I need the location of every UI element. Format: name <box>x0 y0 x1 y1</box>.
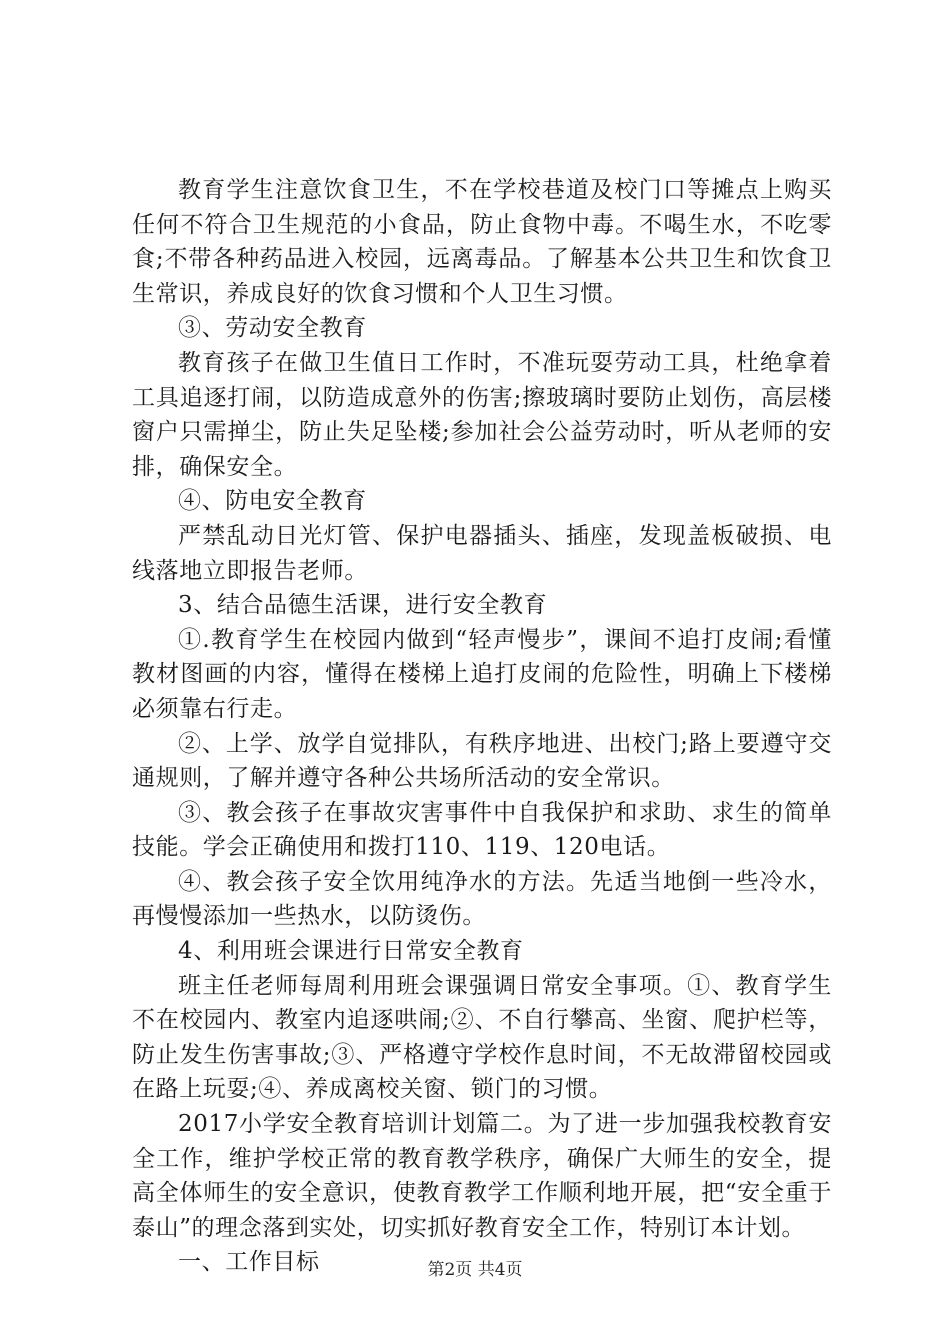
paragraph-class-meeting: 班主任老师每周利用班会课强调日常安全事项。①、教育学生不在校园内、教室内追逐哄闹;②、不自行攀高、坐窗、爬护栏等，防止发生伤害事故;③、严格遵守学校作息时间，不无故滞留校园或在路上玩耍;④、养成离校关窗、锁门的习惯。 <box>132 972 832 1103</box>
heading-moral-class: 3、结合品德生活课，进行安全教育 <box>178 592 548 619</box>
heading-electric-safety: ④、防电安全教育 <box>178 488 367 515</box>
document-body <box>132 173 832 1280</box>
paragraph-drinking-water: ④、教会孩子安全饮用纯净水的方法。先适当地倒一些冷水，再慢慢添加一些热水，以防烫伤。 <box>132 868 832 930</box>
paragraph-food-hygiene: 教育学生注意饮食卫生，不在学校巷道及校门口等摊点上购买任何不符合卫生规范的小食品，防止食物中毒。不喝生水，不吃零食;不带各种药品进入校园，远离毒品。了解基本公共卫生和饮食卫生常识，养成良好的饮食习惯和个人卫生习惯。 <box>132 177 832 307</box>
heading-work-goals: 一、工作目标 <box>178 1249 320 1276</box>
heading-class-meeting: 4、利用班会课进行日常安全教育 <box>178 938 524 965</box>
paragraph-queue: ②、上学、放学自觉排队，有秩序地进、出校门;路上要遵守交通规则，了解并遵守各种公共场所活动的安全常识。 <box>132 730 832 792</box>
paragraph-self-protection: ③、教会孩子在事故灾害事件中自我保护和求助、求生的简单技能。学会正确使用和拨打110、119、120电话。 <box>132 799 832 861</box>
heading-labor-safety: ③、劳动安全教育 <box>178 315 367 342</box>
paragraph-plan-two: 2017小学安全教育培训计划篇二。为了进一步加强我校教育安全工作，维护学校正常的教育教学秩序，确保广大师生的安全，提高全体师生的安全意识，使教育教学工作顺利地开展，把“安全重于泰山”的理念落到实处，切实抓好教育安全工作，特别订本计划。 <box>132 1111 832 1241</box>
paragraph-electric-safety: 严禁乱动日光灯管、保护电器插头、插座，发现盖板破损、电线落地立即报告老师。 <box>132 522 832 584</box>
paragraph-labor-safety: 教育孩子在做卫生值日工作时，不准玩耍劳动工具，杜绝拿着工具追逐打闹，以防造成意外的伤害;擦玻璃时要防止划伤，高层楼窗户只需掸尘，防止失足坠楼;参加社会公益劳动时，听从老师的安排，确保安全。 <box>132 349 832 480</box>
paragraph-quiet-walk: ①.教育学生在校园内做到“轻声慢步”，课间不追打皮闹;看懂教材图画的内容，懂得在楼梯上追打皮闹的危险性，明确上下楼梯必须靠右行走。 <box>132 626 832 722</box>
page-footer: 第2页 共4页 <box>427 1260 523 1280</box>
